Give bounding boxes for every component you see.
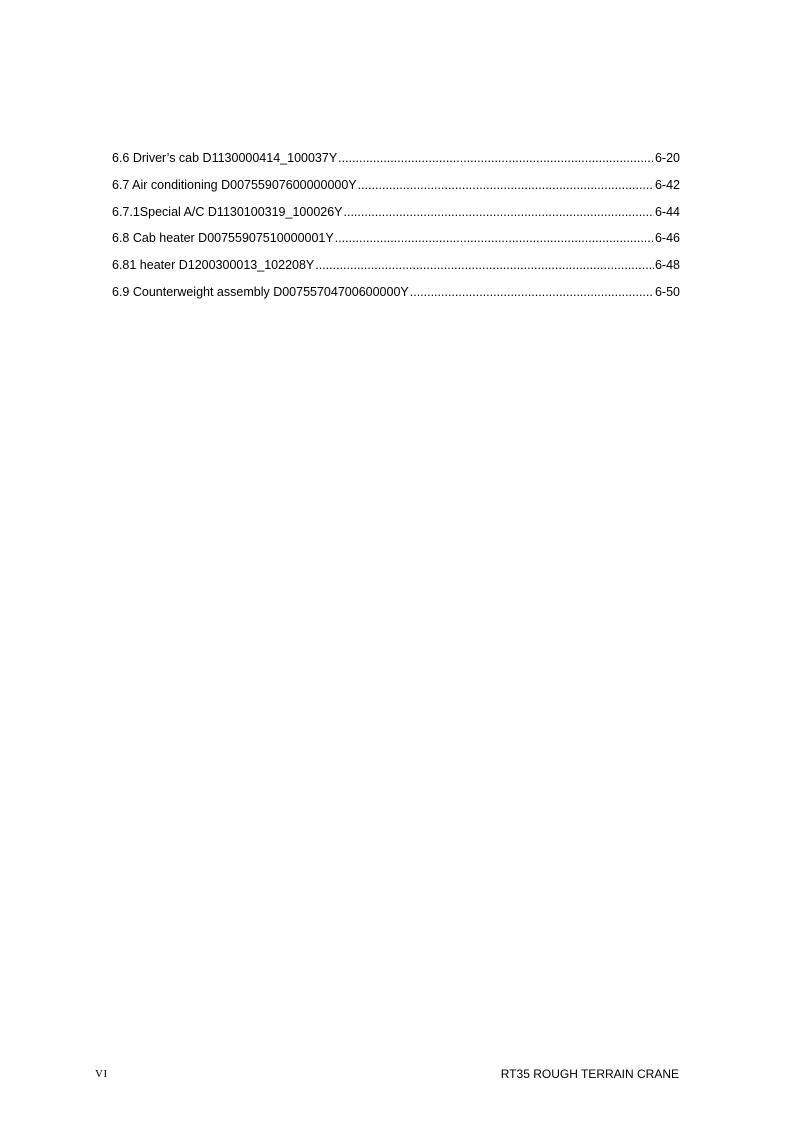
- toc-dot-leader: [338, 150, 654, 166]
- toc-dot-leader: [344, 204, 654, 220]
- toc-entry-page: 6-20: [654, 151, 680, 165]
- toc-entry[interactable]: [112, 230, 680, 257]
- toc-entry[interactable]: [112, 284, 680, 311]
- footer-document-title: RT35 ROUGH TERRAIN CRANE: [500, 1067, 679, 1081]
- toc-entry-title: 6.8 Cab heater D00755907510000001Y: [112, 231, 334, 246]
- toc-entry-page: 6-48: [654, 258, 680, 273]
- toc-dot-leader: [410, 284, 654, 300]
- toc-entry-page: 6-44: [654, 204, 680, 219]
- toc-entry-title: 6.7.1Special A/C D1130100319_100026Y: [112, 204, 343, 219]
- toc-entry-title: 6.7 Air conditioning D00755907600000000Y: [112, 177, 357, 192]
- toc-entry-page: 6-50: [654, 284, 680, 299]
- toc-entry[interactable]: [112, 257, 680, 284]
- toc-entry-title: 6.6 Driver’s cab D1130000414_100037Y: [112, 151, 338, 165]
- footer-page-number: VI: [95, 1068, 108, 1080]
- toc-entry-title: 6.81 heater D1200300013_102208Y: [112, 258, 315, 273]
- toc-entry-page: 6-46: [654, 231, 680, 246]
- toc-entry-page: 6-42: [654, 177, 680, 192]
- table-of-contents: [112, 150, 680, 311]
- toc-entry[interactable]: [112, 150, 680, 177]
- toc-dot-leader: [335, 230, 654, 246]
- toc-entry-title: 6.9 Counterweight assembly D00755704700600000Y: [112, 284, 409, 299]
- toc-dot-leader: [315, 257, 654, 273]
- toc-entry[interactable]: [112, 177, 680, 204]
- toc-dot-leader: [358, 177, 654, 193]
- toc-entry[interactable]: [112, 204, 680, 231]
